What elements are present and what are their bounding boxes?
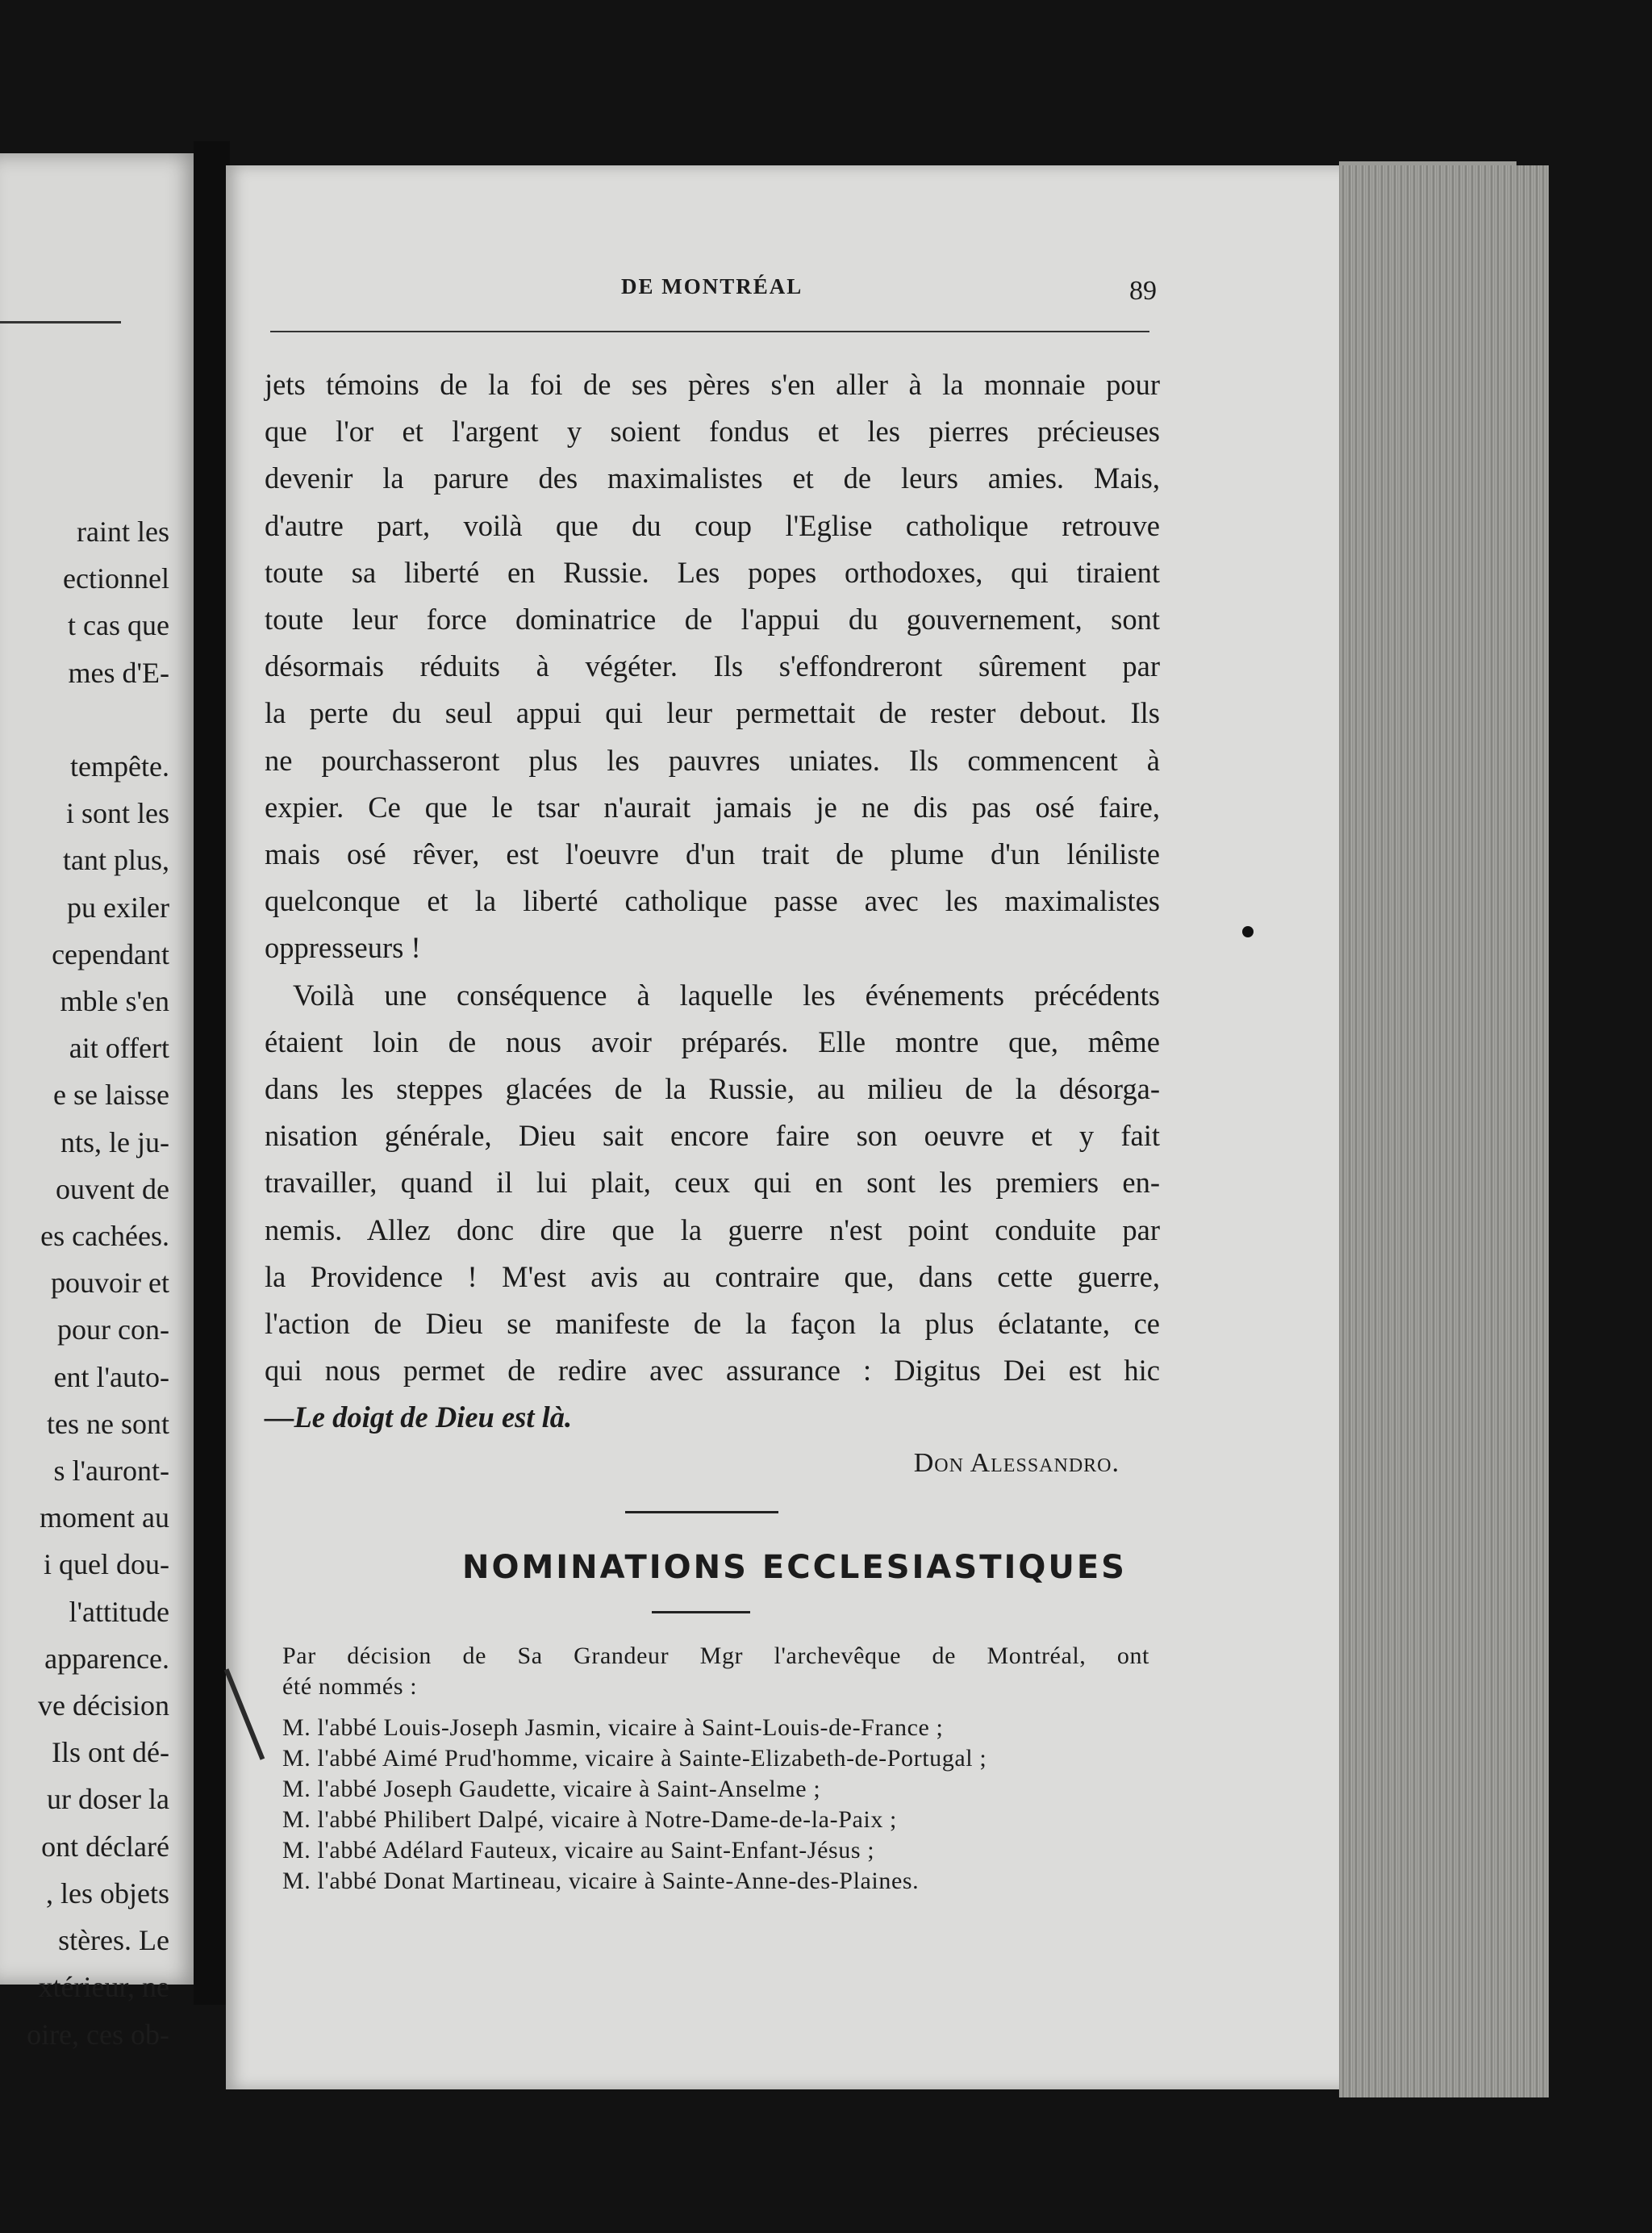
nominations-list <box>282 1713 1153 1897</box>
previous-page-line: , les objets <box>46 1876 169 1910</box>
article-line: nemis. Allez donc dire que la guerre n'est point conduite par <box>265 1212 1160 1246</box>
previous-page-line: ur doser la <box>47 1783 169 1816</box>
previous-page-line <box>0 696 169 743</box>
previous-page-line: pour con- <box>57 1313 169 1346</box>
article-line: la perte du seul appui qui leur permettait de rester debout. Ils <box>265 696 1160 730</box>
previous-page-line: i quel dou- <box>44 1548 169 1581</box>
nomination-item: M. l'abbé Adélard Fauteux, vicaire au Saint-Enfant-Jésus ; <box>282 1837 875 1864</box>
header-rule <box>270 331 1149 332</box>
article-line: étaient loin de nous avoir préparés. Elle montre que, même <box>265 1025 1160 1058</box>
previous-page-text <box>0 508 169 2058</box>
previous-page-line: apparence. <box>44 1642 169 1675</box>
book-gutter <box>194 141 230 2005</box>
previous-page-line: moment au <box>40 1501 169 1534</box>
ink-speck <box>1242 926 1254 937</box>
title-underline <box>652 1611 750 1613</box>
article-line: dans les steppes glacées de la Russie, au milieu de la désorga- <box>265 1072 1160 1106</box>
previous-page-line: ont déclaré <box>41 1830 169 1863</box>
article-line: expier. Ce que le tsar n'aurait jamais je ne dis pas osé faire, <box>265 790 1160 824</box>
article-line: d'autre part, voilà que du coup l'Eglise catholique retrouve <box>265 508 1160 542</box>
previous-page-line: s l'auront- <box>53 1455 169 1488</box>
article-line: toute sa liberté en Russie. Les popes orthodoxes, qui tiraient <box>265 555 1160 589</box>
previous-page-line: es cachées. <box>40 1220 169 1253</box>
previous-page-line: raint les <box>77 515 169 548</box>
article-line: la Providence ! M'est avis au contraire que, dans cette guerre, <box>265 1259 1160 1293</box>
section-divider <box>625 1511 778 1513</box>
page-edges <box>1339 165 1549 2097</box>
article-line: toute leur force dominatrice de l'appui du gouvernement, sont <box>265 603 1160 637</box>
article-line: que l'or et l'argent y soient fondus et les pierres précieuses <box>265 415 1160 449</box>
previous-page-line: stères. Le <box>58 1924 169 1957</box>
previous-page-line: cependant <box>52 937 169 970</box>
nomination-item: M. l'abbé Aimé Prud'homme, vicaire à Sainte-Elizabeth-de-Portugal ; <box>282 1745 987 1772</box>
previous-page-line: tant plus, <box>63 844 169 877</box>
previous-page-line: i sont les <box>65 797 169 830</box>
previous-page-line: tempête. <box>70 750 169 783</box>
article-line: qui nous permet de redire avec assurance : Digitus Dei est hic <box>265 1354 1160 1388</box>
article-signature: Don Alessandro. <box>913 1448 1120 1478</box>
previous-page-line: ent l'auto- <box>53 1360 169 1393</box>
article-line: oppresseurs ! <box>265 931 421 965</box>
page-number: 89 <box>1129 276 1157 306</box>
intro-line: Par décision de Sa Grandeur Mgr l'archevêque de Montréal, ont <box>282 1642 1149 1669</box>
previous-page-line: ouvent de <box>56 1172 169 1205</box>
article-line: Voilà une conséquence à laquelle les événements précédents <box>293 978 1160 1012</box>
previous-page-line: pu exiler <box>67 891 169 924</box>
article-line: l'action de Dieu se manifeste de la façon la plus éclatante, ce <box>265 1307 1160 1341</box>
previous-page-line: ait offert <box>69 1032 169 1065</box>
article-line: devenir la parure des maximalistes et de leurs amies. Mais, <box>265 461 1160 495</box>
article-line: ne pourchasseront plus les pauvres uniates. Ils commencent à <box>265 743 1160 777</box>
previous-page-rule <box>0 321 121 323</box>
section-title: NOMINATIONS ECCLESIASTIQUES <box>462 1549 1127 1586</box>
previous-page-line: tes ne sont <box>47 1407 169 1440</box>
article-line: —Le doigt de Dieu est là. <box>265 1400 573 1434</box>
nominations-intro <box>282 1641 1149 1702</box>
previous-page-line: nts, le ju- <box>60 1125 169 1158</box>
previous-page-line: Ils ont dé- <box>52 1736 169 1769</box>
previous-page-line: mes d'E- <box>68 656 169 689</box>
nomination-item: M. l'abbé Philibert Dalpé, vicaire à Notre-Dame-de-la-Paix ; <box>282 1806 897 1833</box>
nomination-item: M. l'abbé Joseph Gaudette, vicaire à Saint-Anselme ; <box>282 1776 821 1802</box>
previous-page-line: pouvoir et <box>51 1267 169 1300</box>
previous-page-line: e se laisse <box>53 1079 169 1112</box>
previous-page-line: ectionnel <box>63 562 169 595</box>
article-line: jets témoins de la foi de ses pères s'en aller à la monnaie pour <box>265 368 1160 401</box>
previous-page-line: l'attitude <box>69 1595 169 1628</box>
previous-page-line: xtérieur, ne <box>38 1971 169 2004</box>
previous-page-line: oire, ces ob- <box>27 2018 169 2051</box>
article-line: travailler, quand il lui plait, ceux qui en sont les premiers en- <box>265 1166 1160 1200</box>
nomination-item: M. l'abbé Donat Martineau, vicaire à Sainte-Anne-des-Plaines. <box>282 1868 920 1894</box>
article-line: quelconque et la liberté catholique passe avec les maximalistes <box>265 884 1160 918</box>
article-line: nisation générale, Dieu sait encore faire son oeuvre et y fait <box>265 1119 1160 1153</box>
article-line: désormais réduits à végéter. Ils s'effondreront sûrement par <box>265 649 1160 683</box>
previous-page-line: t cas que <box>68 609 169 642</box>
previous-page <box>0 153 202 2051</box>
running-title: DE MONTRÉAL <box>621 274 803 298</box>
article-body <box>265 361 1160 1442</box>
previous-page-line: ve décision <box>38 1689 169 1722</box>
nomination-item: M. l'abbé Louis-Joseph Jasmin, vicaire à Saint-Louis-de-France ; <box>282 1714 944 1741</box>
intro-line: été nommés : <box>282 1673 418 1700</box>
previous-page-line: mble s'en <box>60 985 169 1018</box>
article-line: mais osé rêver, est l'oeuvre d'un trait de plume d'un léniliste <box>265 837 1160 871</box>
